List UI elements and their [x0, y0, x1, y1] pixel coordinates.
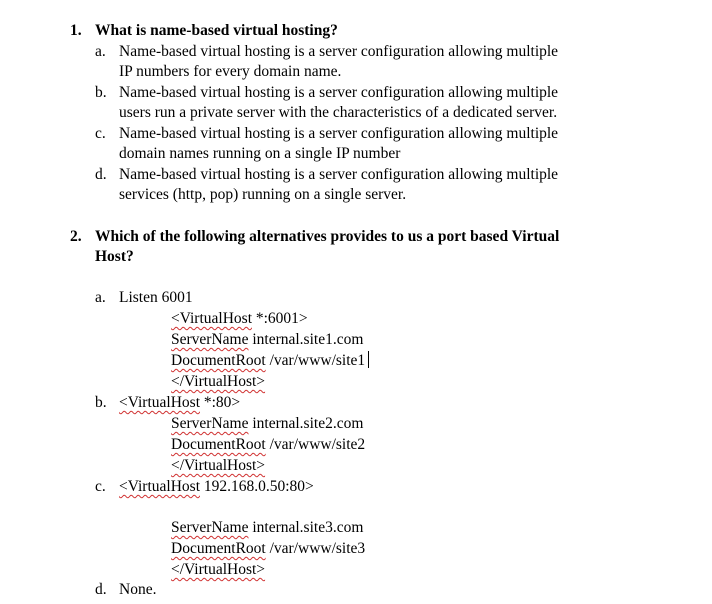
q2-b-dr-key: DocumentRoot: [171, 436, 266, 453]
question-2-text-line-2: Host?: [95, 248, 134, 265]
q2-b-virtualhost-open: [119, 393, 240, 413]
q2-a-sn-val: internal.site1.com: [248, 331, 364, 348]
q1-option-d-line-1: Name-based virtual hosting is a server configuration allowing multiple: [119, 166, 559, 183]
q2-option-a-letter: a.: [95, 289, 106, 306]
q1-option-d-letter: d.: [95, 166, 107, 183]
q2-c-sn-val: internal.site3.com: [248, 519, 364, 536]
q2-b-servername: [171, 414, 363, 434]
q2-option-a-listen: Listen 6001: [119, 289, 193, 306]
q2-b-documentroot: [171, 435, 365, 455]
q2-option-c-letter: c.: [95, 478, 106, 495]
q2-c-sn-key: ServerName: [171, 519, 249, 536]
q2-option-d-text: None.: [119, 581, 157, 598]
q2-a-dr-key: DocumentRoot: [171, 352, 266, 369]
q2-b-dr-val: /var/www/site2: [265, 436, 366, 453]
q1-option-b-letter: b.: [95, 84, 107, 101]
q2-c-documentroot: [171, 539, 365, 559]
q2-a-sn-key: ServerName: [171, 331, 249, 348]
q2-c-vh-close: </VirtualHost>: [171, 561, 266, 578]
question-2-number: 2.: [70, 228, 82, 245]
q2-c-vh-open-tag: <VirtualHost: [119, 478, 200, 495]
q1-option-b-line-2: users run a private server with the characteristics of a dedicated server.: [119, 104, 558, 121]
q2-option-b-letter: b.: [95, 394, 107, 411]
q2-c-virtualhost-open: [119, 477, 314, 497]
q2-a-servername: [171, 330, 363, 350]
q2-b-virtualhost-close: [171, 456, 265, 476]
q2-a-virtualhost-close: [171, 372, 265, 392]
q2-a-vh-open-tag: <VirtualHost: [171, 310, 252, 327]
q2-a-dr-val: /var/www/site1: [265, 352, 366, 369]
q2-a-vh-close: </VirtualHost>: [171, 373, 266, 390]
q2-option-d-letter: d.: [95, 581, 107, 598]
q1-option-a-line-2: IP numbers for every domain name.: [119, 63, 342, 80]
q2-a-documentroot: [171, 351, 369, 371]
q2-b-vh-open-rest: *:80>: [200, 394, 241, 411]
q2-b-vh-close: </VirtualHost>: [171, 457, 266, 474]
q2-b-sn-val: internal.site2.com: [248, 415, 364, 432]
q1-option-a-line-1: Name-based virtual hosting is a server configuration allowing multiple: [119, 43, 559, 60]
q1-option-d-line-2: services (http, pop) running on a single server.: [119, 186, 407, 203]
q2-b-vh-open-tag: <VirtualHost: [119, 394, 200, 411]
text-cursor: [368, 351, 369, 368]
q1-option-a-letter: a.: [95, 43, 106, 60]
q2-c-vh-open-rest: 192.168.0.50:80>: [200, 478, 314, 495]
q1-option-c-line-1: Name-based virtual hosting is a server configuration allowing multiple: [119, 125, 559, 142]
q1-option-c-letter: c.: [95, 125, 106, 142]
q2-a-vh-open-rest: *:6001>: [252, 310, 308, 327]
q2-b-sn-key: ServerName: [171, 415, 249, 432]
q2-c-dr-val: /var/www/site3: [265, 540, 366, 557]
question-1-number: 1.: [70, 22, 82, 39]
q2-c-dr-key: DocumentRoot: [171, 540, 266, 557]
question-2-text-line-1: Which of the following alternatives provides to us a port based Virtual: [95, 228, 560, 245]
question-1-text: What is name-based virtual hosting?: [95, 22, 338, 39]
q2-a-virtualhost-open: [171, 309, 308, 329]
q1-option-c-line-2: domain names running on a single IP number: [119, 145, 401, 162]
q2-c-servername: [171, 518, 363, 538]
q2-c-virtualhost-close: [171, 560, 265, 580]
q1-option-b-line-1: Name-based virtual hosting is a server configuration allowing multiple: [119, 84, 559, 101]
